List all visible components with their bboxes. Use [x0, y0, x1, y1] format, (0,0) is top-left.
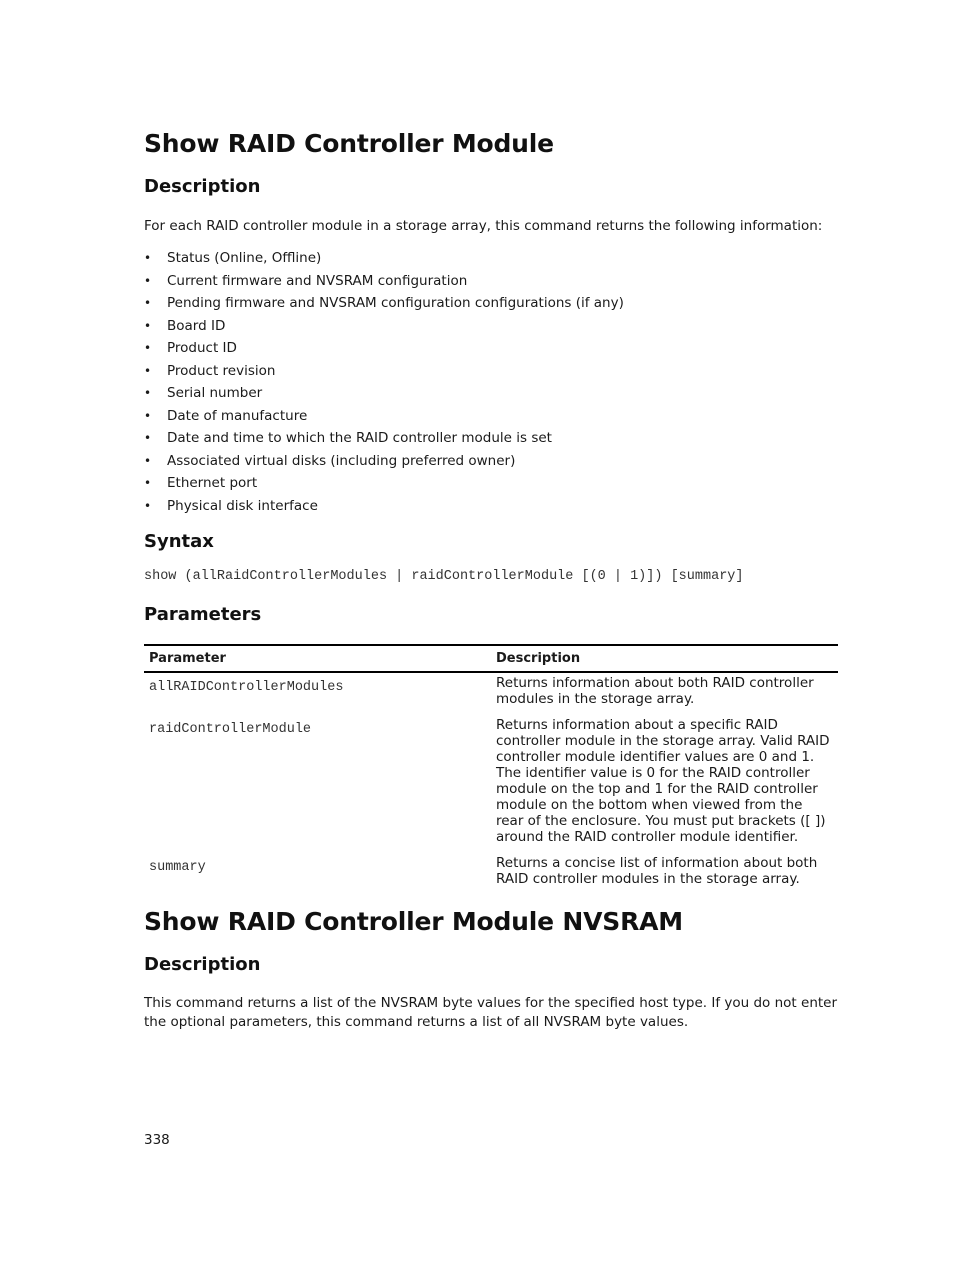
- list-item: • Product revision: [144, 360, 838, 383]
- bullet-icon: •: [144, 296, 152, 310]
- bullet-icon: •: [144, 431, 152, 445]
- bullet-icon: •: [144, 341, 152, 355]
- param-desc-cell: Returns information about a specific RAID controller module in the storage array. Valid RAID controller module identifier values are 0 and 1. The identifier value is 0 for the RAID controller module on the top and 1 for the RAID controller module on the bottom when viewed from the rear of the enclosure. You must put brackets ([ ]) around the RAID controller module identifier.: [496, 717, 830, 845]
- param-name-cell: raidControllerModule: [149, 722, 312, 737]
- table-row: [144, 853, 838, 895]
- bullet-icon: •: [144, 476, 152, 490]
- bullet-icon: •: [144, 251, 152, 265]
- nvsram-description-text: This command returns a list of the NVSRAM byte values for the specified host type. If you do not enter the optional parameters, this command returns a list of all NVSRAM byte values.: [144, 995, 838, 1030]
- param-name-cell: summary: [149, 860, 206, 875]
- param-desc-cell: Returns information about both RAID controller modules in the storage array.: [496, 675, 814, 707]
- list-item: • Current firmware and NVSRAM configuration: [144, 270, 838, 293]
- param-name-cell: allRAIDControllerModules: [149, 680, 344, 695]
- column-header-description: Description: [491, 645, 838, 672]
- description-heading-nvsram: Description: [144, 954, 261, 975]
- table-row: [144, 715, 838, 853]
- list-item: • Status (Online, Offline): [144, 247, 838, 270]
- parameters-heading: Parameters: [144, 604, 262, 625]
- info-list: [144, 247, 838, 517]
- bullet-icon: •: [144, 318, 152, 333]
- list-item: • Pending firmware and NVSRAM configuration configurations (if any): [144, 292, 838, 315]
- bullet-icon: •: [144, 363, 152, 378]
- intro-text: For each RAID controller module in a storage array, this command returns the following information:: [144, 218, 823, 234]
- list-item: • Date of manufacture: [144, 405, 838, 428]
- description-heading: Description: [144, 176, 261, 197]
- list-item: • Associated virtual disks (including preferred owner): [144, 450, 838, 473]
- syntax-heading: Syntax: [144, 531, 214, 552]
- parameters-table: [144, 644, 838, 895]
- param-desc-cell: Returns a concise list of information about both RAID controller modules in the storage array.: [496, 855, 818, 887]
- syntax-code: show (allRaidControllerModules | raidControllerModule [(0 | 1)]) [summary]: [144, 569, 744, 584]
- table-row: [144, 672, 838, 715]
- table-header-row: [144, 645, 838, 672]
- bullet-icon: •: [144, 498, 152, 513]
- list-item: • Product ID: [144, 337, 838, 360]
- list-item: • Serial number: [144, 382, 838, 405]
- list-item: • Ethernet port: [144, 472, 838, 495]
- bullet-icon: •: [144, 453, 152, 468]
- list-item: • Physical disk interface: [144, 495, 838, 518]
- column-header-parameter: Parameter: [144, 645, 491, 672]
- page-number: 338: [144, 1132, 170, 1148]
- bullet-icon: •: [144, 386, 152, 400]
- bullet-icon: •: [144, 408, 152, 423]
- list-item: • Date and time to which the RAID controller module is set: [144, 427, 838, 450]
- section-title-nvsram: Show RAID Controller Module NVSRAM: [144, 907, 683, 936]
- bullet-icon: •: [144, 273, 152, 288]
- list-item: • Board ID: [144, 315, 838, 338]
- section-title: Show RAID Controller Module: [144, 129, 554, 158]
